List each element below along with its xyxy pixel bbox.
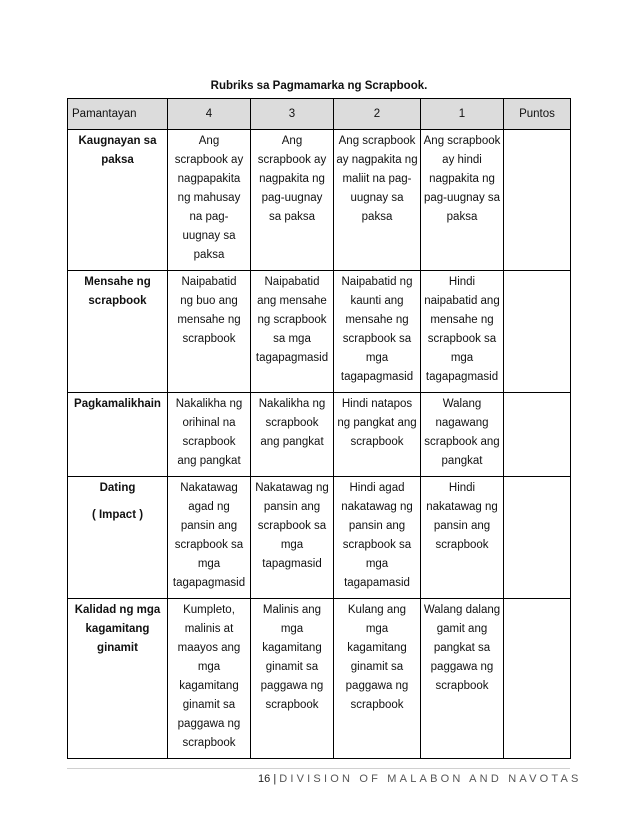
- score-1-cell: [421, 130, 504, 271]
- criterion-cell: [68, 271, 168, 393]
- criterion-label: Kaugnayan sa paksa: [78, 135, 157, 166]
- table-row: [68, 477, 571, 599]
- criterion-cell: [68, 477, 168, 599]
- score-1-cell: [421, 599, 504, 759]
- header-criteria: Pamantayan: [68, 99, 168, 130]
- criterion-sublabel: ( Impact ): [91, 509, 144, 521]
- cell-text: Walang nagawang scrapbook ang pangkat: [424, 398, 500, 467]
- table-row: [68, 393, 571, 477]
- cell-text: Nakalikha ng orihinal na scrapbook ang pangkat: [175, 398, 243, 467]
- cell-text: Hindi naipabatid ang mensahe ng scrapbook sa mga tagapagmasid: [424, 276, 500, 383]
- score-2-cell: [334, 393, 421, 477]
- cell-text: Malinis ang mga kagamitang ginamit sa paggawa ng scrapbook: [260, 604, 324, 711]
- cell-text: Walang dalang gamit ang pangkat sa paggawa ng scrapbook: [423, 604, 501, 692]
- document-title: Rubriks sa Pagmamarka ng Scrapbook.: [210, 80, 428, 92]
- criterion-label: Mensahe ng scrapbook: [84, 276, 151, 307]
- header-score-3: 3: [251, 99, 334, 130]
- points-cell: [504, 599, 571, 759]
- cell-text: Nakalikha ng scrapbook ang pangkat: [258, 398, 326, 448]
- score-4-cell: [168, 477, 251, 599]
- footer-divider: [67, 768, 570, 769]
- score-4-cell: [168, 393, 251, 477]
- score-4-cell: [168, 271, 251, 393]
- cell-text: Hindi natapos ng pangkat ang scrapbook: [337, 398, 417, 448]
- score-4-cell: [168, 130, 251, 271]
- criterion-cell: [68, 599, 168, 759]
- criterion-label: Dating: [99, 482, 136, 494]
- score-1-cell: [421, 271, 504, 393]
- cell-text: Ang scrapbook ay hindi nagpakita ng pag-uugnay sa paksa: [423, 135, 501, 223]
- points-cell: [504, 130, 571, 271]
- table-header-row: [68, 99, 571, 130]
- criterion-label: Kalidad ng mga kagamitang ginamit: [74, 604, 161, 654]
- cell-text: Ang scrapbook ay nagpapakita ng mahusay na pag- uugnay sa paksa: [174, 135, 244, 261]
- points-cell: [504, 393, 571, 477]
- cell-text: Hindi nakatawag ng pansin ang scrapbook: [426, 482, 498, 551]
- cell-text: Nakatawag agad ng pansin ang scrapbook sa mga tagapagmasid: [172, 482, 246, 589]
- criterion-cell: [68, 130, 168, 271]
- footer-organization: DIVISION OF MALABON AND NAVOTAS: [279, 773, 582, 785]
- footer-separator: |: [273, 773, 277, 785]
- cell-text: Kumpleto, malinis at maayos ang mga kagamitang ginamit sa paggawa ng scrapbook: [177, 604, 241, 749]
- points-cell: [504, 271, 571, 393]
- cell-text: Naipabatid ang mensahe ng scrapbook sa mga tagapagmasid: [255, 276, 329, 364]
- cell-text: Ang scrapbook ay nagpakita ng pag-uugnay sa paksa: [257, 135, 327, 223]
- page-footer: [258, 773, 582, 785]
- score-3-cell: [251, 477, 334, 599]
- score-1-cell: [421, 393, 504, 477]
- header-points: Puntos: [504, 99, 571, 130]
- score-4-cell: [168, 599, 251, 759]
- header-score-2: 2: [334, 99, 421, 130]
- cell-text: Kulang ang mga kagamitang ginamit sa paggawa ng scrapbook: [345, 604, 409, 711]
- score-2-cell: [334, 477, 421, 599]
- criterion-label: Pagkamalikhain: [74, 398, 161, 410]
- cell-text: Ang scrapbook ay nagpakita ng maliit na pag- uugnay sa paksa: [336, 135, 418, 223]
- score-3-cell: [251, 393, 334, 477]
- score-2-cell: [334, 271, 421, 393]
- score-2-cell: [334, 599, 421, 759]
- table-row: [68, 599, 571, 759]
- score-3-cell: [251, 130, 334, 271]
- cell-text: Naipabatid ng kaunti ang mensahe ng scrapbook sa mga tagapagmasid: [340, 276, 414, 383]
- header-score-4: 4: [168, 99, 251, 130]
- cell-text: Naipabatid ng buo ang mensahe ng scrapbook: [177, 276, 241, 345]
- header-score-1: 1: [421, 99, 504, 130]
- score-1-cell: [421, 477, 504, 599]
- score-3-cell: [251, 599, 334, 759]
- table-row: [68, 130, 571, 271]
- table-row: [68, 271, 571, 393]
- criterion-cell: [68, 393, 168, 477]
- cell-text: Nakatawag ng pansin ang scrapbook sa mga tapagmasid: [255, 482, 329, 570]
- score-2-cell: [334, 130, 421, 271]
- cell-text: Hindi agad nakatawag ng pansin ang scrapbook sa mga tagapamasid: [341, 482, 413, 589]
- score-3-cell: [251, 271, 334, 393]
- points-cell: [504, 477, 571, 599]
- rubric-table: [67, 98, 571, 759]
- page-number: 16: [258, 773, 271, 785]
